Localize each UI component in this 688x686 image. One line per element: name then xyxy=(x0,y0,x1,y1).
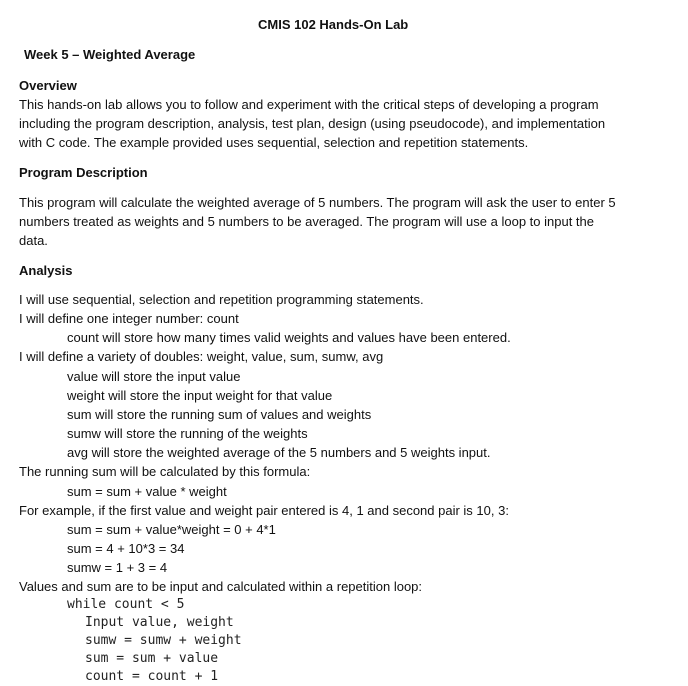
code-line: count = count + 1 xyxy=(85,669,219,684)
description-line: numbers treated as weights and 5 numbers to be averaged. The program will use a loop to input the xyxy=(19,214,594,229)
analysis-line: sumw = 1 + 3 = 4 xyxy=(67,560,168,575)
analysis-line: The running sum will be calculated by this formula: xyxy=(19,464,311,479)
analysis-line: value will store the input value xyxy=(67,369,241,384)
analysis-line: I will define a variety of doubles: weight, value, sum, sumw, avg xyxy=(19,349,384,364)
analysis-line: weight will store the input weight for that value xyxy=(67,388,333,403)
description-heading: Program Description xyxy=(19,165,148,180)
analysis-line: count will store how many times valid weights and values have been entered. xyxy=(67,330,511,345)
description-line: data. xyxy=(19,233,48,248)
week-heading: Week 5 – Weighted Average xyxy=(24,47,196,62)
analysis-line: sum = 4 + 10*3 = 34 xyxy=(67,541,185,556)
analysis-line: sum = sum + value*weight = 0 + 4*1 xyxy=(67,522,276,537)
analysis-line: avg will store the weighted average of the 5 numbers and 5 weights input. xyxy=(67,445,491,460)
code-line: while count < 5 xyxy=(67,597,185,612)
code-line: Input value, weight xyxy=(85,615,234,630)
analysis-line: For example, if the first value and weight pair entered is 4, 1 and second pair is 10, 3: xyxy=(19,503,509,518)
overview-line: with C code. The example provided uses sequential, selection and repetition statements. xyxy=(19,135,529,150)
analysis-line: Values and sum are to be input and calculated within a repetition loop: xyxy=(19,579,423,594)
description-line: This program will calculate the weighted average of 5 numbers. The program will ask the user to enter 5 xyxy=(19,195,616,210)
code-line: sum = sum + value xyxy=(85,651,219,666)
analysis-line: I will define one integer number: count xyxy=(19,311,239,326)
doc-title: CMIS 102 Hands-On Lab xyxy=(258,17,409,32)
analysis-line: sum = sum + value * weight xyxy=(67,484,227,499)
overview-line: including the program description, analysis, test plan, design (using pseudocode), and implementation xyxy=(19,116,606,131)
analysis-line: sumw will store the running of the weights xyxy=(67,426,308,441)
analysis-line: I will use sequential, selection and repetition programming statements. xyxy=(19,292,424,307)
analysis-line: sum will store the running sum of values and weights xyxy=(67,407,372,422)
overview-heading: Overview xyxy=(19,78,77,93)
overview-line: This hands-on lab allows you to follow and experiment with the critical steps of developing a program xyxy=(19,97,599,112)
analysis-heading: Analysis xyxy=(19,263,73,278)
code-line: sumw = sumw + weight xyxy=(85,633,242,648)
